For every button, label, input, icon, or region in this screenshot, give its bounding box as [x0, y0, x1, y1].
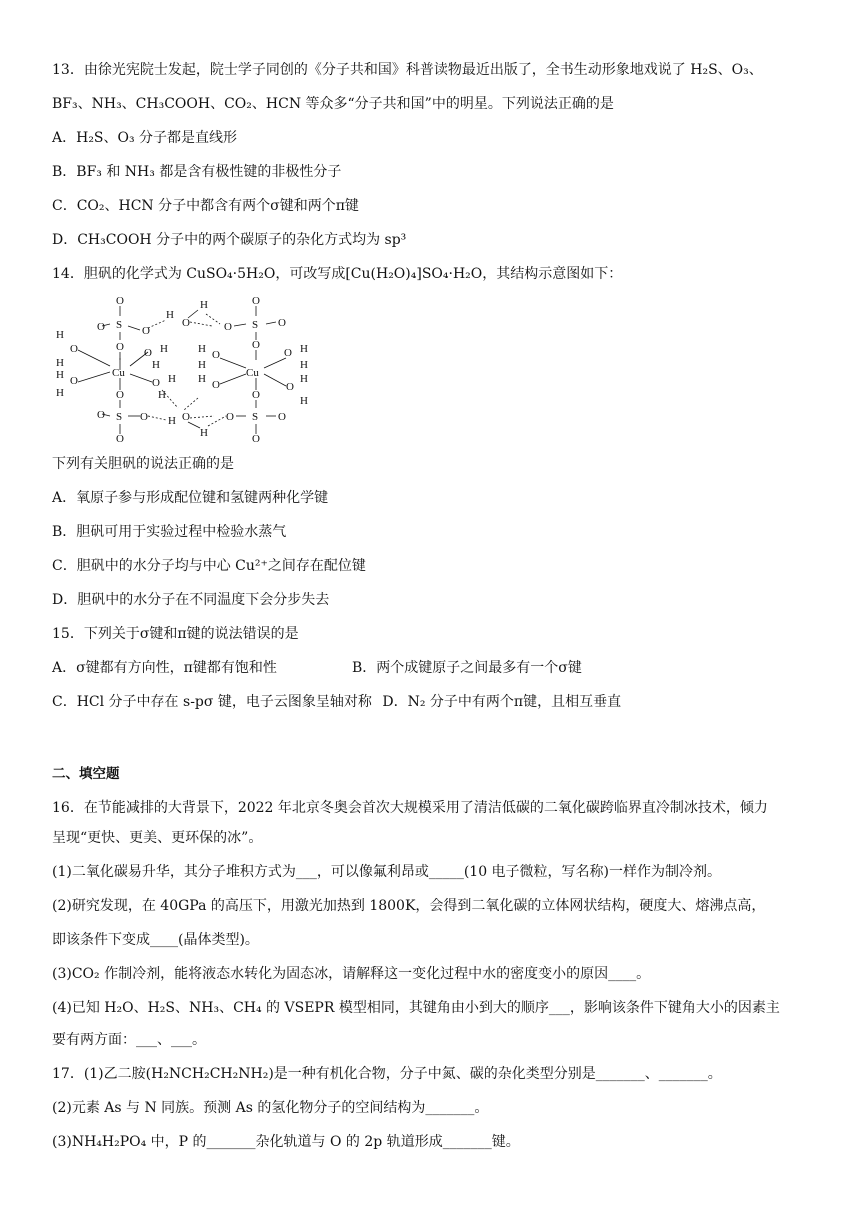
atom-h: H	[200, 299, 208, 311]
q14-question: 下列有关胆矾的说法正确的是	[52, 456, 234, 472]
atom-o: O	[182, 317, 190, 329]
atom-o: O	[286, 381, 294, 393]
atom-h: H	[56, 357, 64, 369]
q16-stem-line1: 16．在节能减排的大背景下，2022 年北京冬奥会首次大规模采用了清洁低碳的二氧化碳跨临界直冷制冰技术，倾力	[52, 800, 768, 816]
atom-cu: Cu	[246, 367, 259, 379]
atom-o: O	[252, 339, 260, 351]
atom-o: O	[142, 325, 150, 337]
q15-options-row1	[52, 658, 582, 678]
atom-o: O	[97, 321, 105, 333]
atom-o: O	[116, 295, 124, 307]
atom-o: O	[224, 321, 232, 333]
q15-stem: 15．下列关于σ键和π键的说法错误的是	[52, 626, 299, 642]
atom-o: O	[116, 341, 124, 353]
q15-option-b: B．两个成键原子之间最多有一个σ键	[352, 660, 582, 676]
atom-h: H	[300, 343, 308, 355]
atom-o: O	[252, 433, 260, 445]
q15-options-row2	[52, 692, 621, 712]
atom-h: H	[300, 395, 308, 407]
atom-o: O	[70, 375, 78, 387]
section-title: 二、填空题	[52, 766, 120, 782]
atom-h: H	[168, 373, 176, 385]
q14-option-d: D．胆矾中的水分子在不同温度下会分步失去	[52, 592, 330, 608]
q14-option-a: A．氧原子参与形成配位键和氢键两种化学键	[52, 490, 329, 506]
q16-part2-line2: 即该条件下变成____(晶体类型)。	[52, 932, 259, 948]
q17-part3: (3)NH₄H₂PO₄ 中，P 的_______杂化轨道与 O 的 2p 轨道形成_______键。	[52, 1134, 520, 1150]
q16-stem-line2: 呈现“更快、更美、更环保的冰”。	[52, 830, 263, 846]
atom-o: O	[116, 433, 124, 445]
q14-option-b: B．胆矾可用于实验过程中检验水蒸气	[52, 524, 287, 540]
atom-o: O	[144, 347, 152, 359]
atom-h: H	[300, 359, 308, 371]
q16-part2-line1: (2)研究发现，在 40GPa 的高压下，用激光加热到 1800K，会得到二氧化碳的立体网状结构，硬度大、熔沸点高，	[52, 898, 766, 914]
atom-o: O	[252, 295, 260, 307]
atom-h: H	[198, 359, 206, 371]
atom-s: S	[116, 319, 123, 331]
q15-option-c: C．HCl 分子中存在 s-pσ 键，电子云图象呈轴对称	[52, 694, 372, 710]
q15-option-a: A．σ键都有方向性，π键都有饱和性	[52, 660, 277, 676]
atom-h: H	[166, 309, 174, 321]
atom-o: O	[284, 347, 292, 359]
atom-o: O	[140, 411, 148, 423]
atom-s: S	[252, 411, 259, 423]
q13-stem-line1: 13．由徐光宪院士发起，院士学子同创的《分子共和国》科普读物最近出版了，全书生动形象地戏说了 H₂S、O₃、	[52, 62, 763, 78]
atom-h: H	[200, 427, 208, 439]
q15-option-d: D．N₂ 分子中有两个π键，且相互垂直	[382, 694, 622, 710]
atom-h: H	[168, 415, 176, 427]
q17-part2: (2)元素 As 与 N 同族。预测 As 的氢化物分子的空间结构为_______。	[52, 1100, 489, 1116]
q16-part3: (3)CO₂ 作制冷剂，能将液态水转化为固态冰，请解释这一变化过程中水的密度变小的原因____。	[52, 966, 651, 982]
q13-option-c: C．CO₂、HCN 分子中都含有两个σ键和两个π键	[52, 198, 359, 214]
q14-option-c: C．胆矾中的水分子均与中心 Cu²⁺之间存在配位键	[52, 558, 366, 574]
atom-h: H	[56, 369, 64, 381]
atom-o: O	[116, 389, 124, 401]
atom-h: H	[56, 329, 64, 341]
atom-o: O	[182, 411, 190, 423]
q16-part1: (1)二氧化碳易升华，其分子堆积方式为___，可以像氟利昂或_____(10 电子微粒，写名称)一样作为制冷剂。	[52, 864, 722, 880]
atom-o: O	[152, 377, 160, 389]
atom-h: H	[300, 373, 308, 385]
copper-sulfate-structure-diagram	[48, 292, 328, 452]
atom-o: O	[212, 349, 220, 361]
q13-stem-line2: BF₃、NH₃、CH₃COOH、CO₂、HCN 等众多“分子共和国”中的明星。下列说法正确的是	[52, 96, 614, 112]
q14-stem: 14．胆矾的化学式为 CuSO₄·5H₂O，可改写成[Cu(H₂O)₄]SO₄·H₂O，其结构示意图如下：	[52, 266, 623, 282]
atom-o: O	[97, 409, 105, 421]
atom-h: H	[198, 373, 206, 385]
atom-h: H	[56, 387, 64, 399]
atom-o: O	[278, 317, 286, 329]
atom-h: H	[160, 343, 168, 355]
atom-o: O	[278, 411, 286, 423]
q13-option-a: A．H₂S、O₃ 分子都是直线形	[52, 130, 238, 146]
q16-part4-line2: 要有两方面：___、___。	[52, 1032, 206, 1048]
atom-o: O	[226, 411, 234, 423]
q13-option-b: B．BF₃ 和 NH₃ 都是含有极性键的非极性分子	[52, 164, 342, 180]
q17-part1: 17．(1)乙二胺(H₂NCH₂CH₂NH₂)是一种有机化合物，分子中氮、碳的杂化类型分别是_______、_______。	[52, 1066, 722, 1082]
atom-h: H	[198, 343, 206, 355]
atom-o: O	[212, 379, 220, 391]
atom-o: O	[252, 389, 260, 401]
q16-part4-line1: (4)已知 H₂O、H₂S、NH₃、CH₄ 的 VSEPR 模型相同，其键角由小到大的顺序___，影响该条件下键角大小的因素主	[52, 1000, 780, 1016]
atom-s: S	[116, 411, 123, 423]
atom-h: H	[152, 359, 160, 371]
atom-cu: Cu	[112, 367, 125, 379]
q13-option-d: D．CH₃COOH 分子中的两个碳原子的杂化方式均为 sp³	[52, 232, 407, 248]
atom-h: H	[158, 389, 166, 401]
atom-s: S	[252, 319, 259, 331]
atom-o: O	[70, 343, 78, 355]
